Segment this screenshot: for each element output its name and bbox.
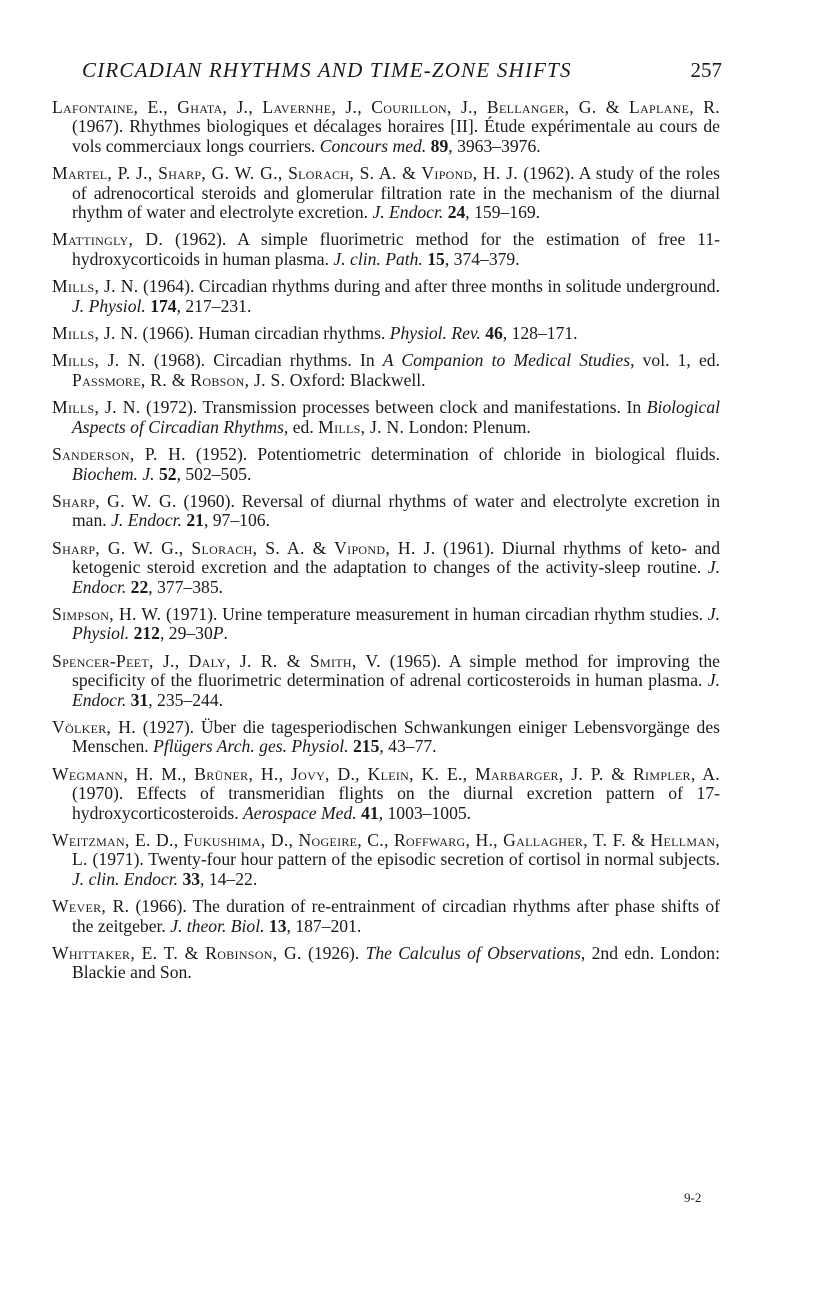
- reference-text: (1966). The duration of re-entrainment of circadian rhythms after phase shifts of the zeitgeber.: [72, 896, 720, 936]
- reference-text: , 502–505.: [176, 463, 252, 484]
- reference-volume: 21: [186, 510, 204, 531]
- reference-entry: [52, 944, 720, 983]
- reference-entry: [52, 492, 720, 531]
- signature-mark: 9-2: [684, 1190, 702, 1205]
- reference-title-italic: J. theor. Biol.: [170, 915, 265, 936]
- reference-text: (1968). Circadian rhythms. In: [145, 350, 383, 371]
- reference-text: Oxford: Blackwell.: [285, 369, 426, 390]
- reference-entry: [52, 277, 720, 316]
- reference-entry: [52, 897, 720, 936]
- reference-volume: 31: [130, 689, 149, 710]
- reference-text: , 29–30: [159, 623, 213, 644]
- reference-entry: [52, 230, 720, 269]
- reference-text: (1971). Urine temperature measurement in human circadian rhythm studies.: [161, 603, 708, 624]
- reference-text: (1961). Diurnal rhythms of keto- and ketogenic steroid excretion and the adaptation to changes of the activity-sleep routine.: [72, 537, 720, 578]
- reference-authors: Mills, J. N.: [318, 416, 405, 437]
- reference-title-italic: J. Endocr.: [72, 670, 720, 710]
- reference-authors: Mills, J. N.: [52, 397, 141, 418]
- reference-text: (1967). Rhythmes biologiques et décalages horaires [II]. Étude expérimentale au cours de vols commerciaux longs courriers.: [72, 116, 720, 156]
- running-title: CIRCADIAN RHYTHMS AND TIME-ZONE SHIFTS: [82, 58, 572, 82]
- reference-volume: 41: [361, 802, 379, 823]
- reference-text: (1970). Effects of transmeridian flights on the diurnal excretion pattern of 17-hydroxycorticosteroids.: [72, 783, 720, 823]
- reference-title-italic: The Calculus of Observations: [365, 943, 581, 964]
- reference-volume: 89: [430, 135, 449, 156]
- reference-title-italic: Pflügers Arch. ges. Physiol.: [153, 736, 349, 757]
- reference-title-italic: Physiol. Rev.: [389, 323, 481, 344]
- reference-volume: 15: [427, 248, 445, 269]
- reference-entry: [52, 765, 720, 823]
- reference-authors: Spencer-Peet, J., Daly, J. R. & Smith, V.: [52, 650, 381, 671]
- reference-text: (1972). Transmission processes between clock and manifestations. In: [140, 397, 647, 418]
- reference-entry: [52, 324, 720, 343]
- reference-text: , 235–244.: [148, 689, 224, 710]
- reference-authors: Mattingly, D.: [52, 229, 164, 250]
- reference-authors: Sharp, G. W. G.: [52, 490, 177, 511]
- reference-entry: [52, 539, 720, 597]
- reference-text: , 1003–1005.: [378, 802, 472, 823]
- reference-text: (1927). Über die tagesperiodischen Schwankungen einiger Lebensvorgänge des Menschen.: [72, 716, 720, 757]
- reference-authors: Whittaker, E. T. & Robinson, G.: [52, 943, 302, 964]
- reference-text: , 374–379.: [444, 248, 520, 269]
- reference-authors: Völker, H.: [52, 716, 136, 737]
- reference-authors: Wegmann, H. M., Brüner, H., Jovy, D., Klein, K. E., Marbarger, J. P. & Rimpler, A.: [52, 763, 720, 784]
- reference-authors: Mills, J. N.: [52, 323, 139, 344]
- reference-volume: 13: [268, 915, 287, 936]
- reference-text: London: Plenum.: [404, 416, 531, 437]
- reference-text: , 97–106.: [203, 510, 270, 531]
- reference-entry: [52, 605, 720, 644]
- reference-title-italic: Aerospace Med.: [243, 802, 357, 823]
- reference-authors: Passmore, R. & Robson, J. S.: [72, 369, 286, 390]
- reference-title-italic: Concours med.: [319, 135, 427, 156]
- reference-title-italic: J. Endocr.: [372, 202, 444, 223]
- reference-text: , 14–22.: [200, 868, 258, 889]
- reference-authors: Martel, P. J., Sharp, G. W. G., Slorach, S. A. & Vipond, H. J.: [52, 163, 518, 184]
- reference-text: (1965). A simple method for improving the specificity of the fluorimetric determination of adrenal corticosteroids in human plasma.: [72, 650, 720, 691]
- reference-volume: 52: [158, 463, 177, 484]
- reference-volume: 215: [352, 736, 380, 757]
- reference-text: , 187–201.: [286, 915, 362, 936]
- reference-title-italic: J. Endocr.: [72, 557, 720, 597]
- reference-title-italic: J. Physiol.: [72, 295, 146, 316]
- reference-entry: [52, 351, 720, 390]
- reference-text: (1952). Potentiometric determination of chloride in biological fluids.: [185, 444, 720, 465]
- running-header: [72, 58, 722, 88]
- reference-text: , 377–385.: [148, 576, 224, 597]
- reference-text: , 43–77.: [379, 736, 437, 757]
- reference-authors: Simpson, H. W.: [52, 603, 162, 624]
- reference-text: , 217–231.: [176, 295, 252, 316]
- reference-volume: 33: [182, 868, 201, 889]
- reference-entry: [52, 718, 720, 757]
- reference-volume: 212: [133, 623, 160, 644]
- reference-text: , 3963–3976.: [448, 135, 541, 156]
- reference-text: , 159–169.: [465, 202, 541, 223]
- reference-volume: 46: [485, 323, 503, 344]
- reference-text: , 2nd edn. London: Blackie and Son.: [72, 943, 720, 983]
- reference-title-italic: Biological Aspects of Circadian Rhythms: [72, 397, 720, 437]
- reference-text: (1926).: [301, 943, 366, 964]
- reference-text: (1962). A study of the roles of adrenocortical steroids and glomerular filtration rate in the mechanism of the diurnal rhythm of water and electrolyte excretion.: [72, 163, 720, 223]
- reference-list: [52, 98, 720, 991]
- reference-text: , ed.: [283, 416, 319, 437]
- reference-text: , 128–171.: [502, 323, 578, 344]
- reference-entry: [52, 164, 720, 222]
- reference-authors: Mills, J. N.: [52, 350, 146, 371]
- reference-title-italic: Biochem. J.: [72, 463, 155, 484]
- reference-entry: [52, 831, 720, 889]
- page-number: 257: [690, 58, 722, 82]
- reference-title-italic: A Companion to Medical Studies: [382, 350, 631, 371]
- reference-entry: [52, 398, 720, 437]
- reference-authors: Sharp, G. W. G., Slorach, S. A. & Vipond, H. J.: [52, 537, 436, 558]
- reference-text: (1966). Human circadian rhythms.: [138, 323, 390, 344]
- reference-authors: Sanderson, P. H.: [52, 444, 186, 465]
- reference-text: (1964). Circadian rhythms during and after three months in solitude underground.: [138, 276, 720, 297]
- reference-volume: 22: [130, 576, 149, 597]
- reference-text: (1960). Reversal of diurnal rhythms of water and electrolyte excretion in man.: [72, 490, 721, 531]
- reference-entry: [52, 652, 720, 710]
- reference-text: (1971). Twenty-four hour pattern of the episodic secretion of cortisol in normal subjects.: [87, 849, 720, 870]
- reference-volume: 24: [447, 202, 466, 223]
- reference-volume: 174: [150, 295, 177, 316]
- reference-title-italic: J. clin. Endocr.: [72, 868, 179, 889]
- reference-title-italic: J. clin. Path.: [333, 248, 423, 269]
- reference-authors: Weitzman, E. D., Fukushima, D., Nogeire, C., Roffwarg, H., Gallagher, T. F. & Hellman, L.: [52, 830, 720, 870]
- reference-text: (1962). A simple fluorimetric method for the estimation of free 11-hydroxycorticoids in human plasma.: [72, 229, 720, 269]
- reference-title-italic: P: [212, 623, 224, 644]
- reference-authors: Mills, J. N.: [52, 276, 139, 297]
- reference-authors: Wever, R.: [52, 896, 130, 917]
- reference-authors: Lafontaine, E., Ghata, J., Lavernhe, J., Courillon, J., Bellanger, G. & Laplane, R.: [52, 97, 720, 117]
- reference-entry: [52, 98, 720, 156]
- reference-text: .: [223, 623, 228, 644]
- reference-title-italic: J. Endocr.: [111, 510, 182, 531]
- reference-text: , vol. 1, ed.: [630, 350, 720, 371]
- reference-title-italic: J. Physiol.: [72, 603, 721, 644]
- reference-entry: [52, 445, 720, 484]
